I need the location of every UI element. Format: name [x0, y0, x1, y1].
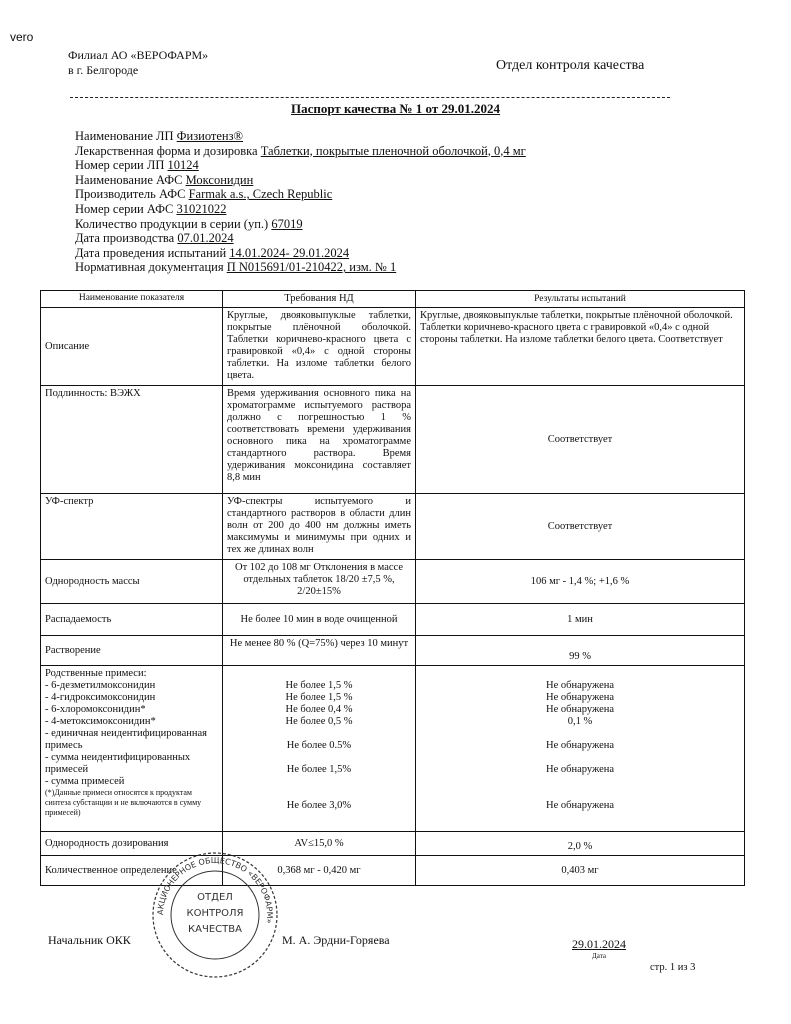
stamp-line2: КОНТРОЛЯ [186, 908, 244, 919]
impurities-note: (*)Данные примеси относятся к продуктам синтеза субстанции и не включаются в сумму примесей) [45, 788, 202, 817]
impurity-result: Не обнаружена [545, 692, 615, 703]
impurity-name: - 4-метоксимоксонидин* [45, 716, 156, 727]
info-field [75, 144, 526, 159]
field-value: 07.01.2024 [177, 231, 234, 246]
info-field [75, 246, 349, 261]
spacer [227, 788, 411, 800]
row-res: 99 % [416, 636, 745, 666]
field-value: Моксонидин [185, 172, 254, 187]
field-label: Количество продукции в серии (уп.) [75, 216, 272, 231]
table-row [41, 636, 745, 666]
field-value: 14.01.2024- 29.01.2024 [229, 245, 350, 260]
field-value: Farmak a.s., Czech Republic [188, 187, 333, 202]
row-req: От 102 до 108 мг Отклонения в массе отдельных таблеток 18/20 ±7,5 %, 2/20±15% [223, 560, 416, 604]
row-name: Растворение [41, 636, 223, 666]
spacer [227, 668, 411, 680]
impurity-result: Не обнаружена [545, 740, 615, 751]
spacer [420, 668, 740, 680]
impurity-result: 0,1 % [567, 716, 593, 727]
header-req: Требования НД [223, 291, 416, 308]
corner-logo: vero [10, 30, 34, 44]
document-title: Паспорт качества № 1 от 29.01.2024 [290, 101, 501, 116]
row-req: Не более 10 мин в воде очищенной [223, 604, 416, 636]
page-number: стр. 1 из 3 [650, 962, 696, 973]
impurity-name: - единичная неидентифицированная примесь [45, 728, 207, 751]
row-req: Время удерживания основного пика на хроматограмме испытуемого раствора должно с погрешностью 1 % соответствовать времени удерживания основного пика на хроматограмме стандартного раствора. Время удерживания моксонидина составляет 8,8 мин [223, 386, 416, 494]
header-name: Наименование показателя [41, 291, 223, 308]
org-block [68, 48, 208, 78]
info-field [75, 187, 332, 202]
impurity-name: - сумма неидентифицированных примесей [45, 752, 191, 775]
row-req: УФ-спектры испытуемого и стандартного растворов в области длин волн от 200 до 400 нм должны иметь максимумы и минимумы при одних и тех же длинах волн [223, 494, 416, 560]
table-row [41, 308, 745, 386]
spacer [420, 776, 740, 788]
table-row [41, 604, 745, 636]
impurity-requirement: Не более 1,5% [286, 764, 352, 775]
field-label: Номер серии ЛП [75, 158, 168, 173]
qc-stamp [150, 850, 280, 980]
field-label: Дата проведения испытаний [75, 245, 230, 260]
row-name: УФ-спектр [41, 494, 223, 560]
header-res: Результаты испытаний [416, 291, 745, 308]
row-name: Количественное определение [41, 856, 223, 886]
impurity-results [416, 666, 745, 832]
impurity-requirement: Не более 0,5 % [285, 716, 353, 727]
row-res: 2,0 % [416, 832, 745, 856]
spacer [227, 752, 411, 764]
field-value: Таблетки, покрытые пленочной оболочкой, 0,4 мг [260, 143, 526, 158]
impurity-requirement: Не более 3,0% [286, 800, 352, 811]
info-field [75, 231, 234, 246]
spacer [420, 728, 740, 740]
row-name: Распадаемость [41, 604, 223, 636]
department-title: Отдел контроля качества [496, 58, 645, 73]
impurity-requirement: Не более 1,5 % [285, 692, 353, 703]
impurities-row [41, 666, 745, 832]
table-row [41, 494, 745, 560]
field-label: Нормативная документация [75, 260, 227, 275]
table-row [41, 560, 745, 604]
table-row [41, 386, 745, 494]
row-req: Не менее 80 % (Q=75%) через 10 минут [223, 636, 416, 666]
impurity-name: - 4-гидроксимоксонидин [45, 692, 156, 703]
row-name: Описание [41, 308, 223, 386]
row-res: Соответствует [416, 386, 745, 494]
impurity-name: - 6-хлоромоксонидин* [45, 704, 146, 715]
row-res: 0,403 мг [416, 856, 745, 886]
table-row [41, 832, 745, 856]
impurity-requirements [223, 666, 416, 832]
impurity-name: - 6-дезметилмоксонидин [45, 680, 156, 691]
spacer [227, 776, 411, 788]
info-field [75, 173, 253, 188]
stamp-outer-text: АКЦИОНЕРНОЕ ОБЩЕСТВО «ВЕРОФАРМ» [155, 855, 275, 925]
field-label: Лекарственная форма и дозировка [75, 143, 261, 158]
spacer [227, 728, 411, 740]
org-city: в г. Белгороде [68, 63, 139, 77]
field-value: 31021022 [176, 202, 227, 216]
impurity-requirement: Не более 1,5 % [285, 680, 353, 691]
row-name: Подлинность: ВЭЖХ [41, 386, 223, 494]
impurity-requirement: Не более 0.5% [286, 740, 352, 751]
date-caption: Дата [592, 952, 606, 960]
impurities-title: Родственные примеси: [45, 668, 147, 679]
field-value: Физиотенз® [176, 129, 244, 143]
impurity-result: Не обнаружена [545, 704, 615, 715]
info-field [75, 129, 243, 144]
info-field [75, 217, 303, 232]
impurity-name: - сумма примесей [45, 776, 125, 787]
field-label: Наименование ЛП [75, 129, 177, 143]
impurity-result: Не обнаружена [545, 680, 615, 691]
signer-position: Начальник ОКК [48, 933, 131, 947]
info-field [75, 202, 226, 217]
field-label: Наименование АФС [75, 172, 186, 187]
field-value: 10124 [167, 158, 199, 173]
field-label: Дата производства [75, 231, 178, 246]
info-field [75, 260, 396, 275]
info-field [75, 158, 199, 173]
row-res: 106 мг - 1,4 %; +1,6 % [416, 560, 745, 604]
stamp-line3: КАЧЕСТВА [188, 924, 242, 935]
spacer [420, 788, 740, 800]
row-req: 0,368 мг - 0,420 мг [223, 856, 416, 886]
row-name: Однородность дозирования [41, 832, 223, 856]
field-label: Производитель АФС [75, 187, 189, 202]
field-label: Номер серии АФС [75, 202, 177, 216]
signature-date: 29.01.2024 [572, 937, 626, 951]
impurity-result: Не обнаружена [545, 800, 615, 811]
table-header-row [41, 291, 745, 308]
org-name: Филиал АО «ВЕРОФАРМ» [68, 48, 209, 62]
row-req: Круглые, двояковыпуклые таблетки, покрытые плёночной оболочкой. Таблетки коричнево-красного цвета с гравировкой «0,4» с одной стороны таблетки. На изломе таблетки белого цвета. [223, 308, 416, 386]
field-value: П N015691/01-210422, изм. № 1 [226, 260, 397, 275]
stamp-line1: ОТДЕЛ [197, 892, 233, 903]
table-row [41, 856, 745, 886]
row-req: AV≤15,0 % [223, 832, 416, 856]
spacer [420, 752, 740, 764]
row-res: 1 мин [416, 604, 745, 636]
impurity-result: Не обнаружена [545, 764, 615, 775]
row-res: Круглые, двояковыпуклые таблетки, покрытые плёночной оболочкой. Таблетки коричнево-красного цвета с гравировкой «0,4» с одной стороны таблетки. На изломе таблетки белого цвета. Соответствует [416, 308, 745, 386]
impurity-requirement: Не более 0,4 % [285, 704, 353, 715]
header-divider [70, 97, 670, 98]
row-name: Однородность массы [41, 560, 223, 604]
row-res: Соответствует [416, 494, 745, 560]
quality-table [40, 290, 745, 886]
field-value: 67019 [271, 216, 303, 231]
impurity-names [41, 666, 223, 832]
signer-name: М. А. Эрдни-Горяева [282, 933, 390, 947]
